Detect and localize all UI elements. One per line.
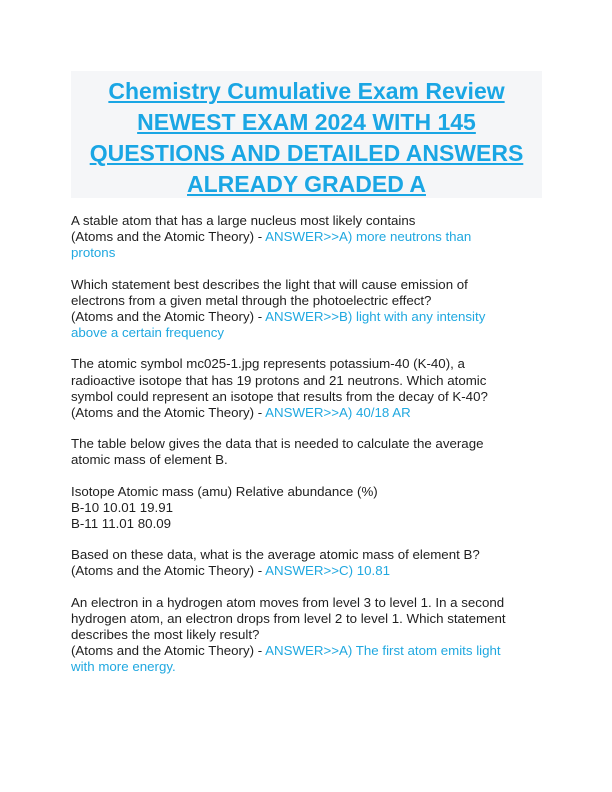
question-2-answer: ANSWER>>B) light with any intensity <box>265 309 486 325</box>
title-line-2: NEWEST EXAM 2024 WITH 145 <box>137 109 476 135</box>
question-5-text-1: An electron in a hydrogen atom moves from level 3 to level 1. In a second <box>71 594 505 610</box>
question-5-text-2: hydrogen atom, an electron drops from level 2 to level 1. Which statement <box>71 610 506 626</box>
isotope-table <box>71 484 541 533</box>
title-line-1: Chemistry Cumulative Exam Review <box>108 78 505 104</box>
document-body <box>71 213 541 691</box>
question-3-topic-line <box>71 405 541 421</box>
question-2 <box>71 277 541 342</box>
question-1-answer-cont: protons <box>71 245 116 261</box>
question-2-topic-line <box>71 309 541 325</box>
question-1-topic: (Atoms and the Atomic Theory) - <box>71 229 266 245</box>
question-1-text: A stable atom that has a large nucleus most likely contains <box>71 213 416 228</box>
question-2-topic: (Atoms and the Atomic Theory) - <box>71 309 266 325</box>
question-3 <box>71 356 541 421</box>
document-title <box>71 71 542 198</box>
question-3-topic: (Atoms and the Atomic Theory) - <box>71 405 266 421</box>
question-5-topic-line <box>71 643 541 659</box>
question-1-topic-line <box>71 229 541 245</box>
question-5-topic: (Atoms and the Atomic Theory) - <box>71 643 266 659</box>
isotope-table-row: B-11 11.01 80.09 <box>71 516 172 532</box>
question-1-answer: ANSWER>>A) more neutrons than <box>265 229 472 245</box>
question-4 <box>71 547 541 579</box>
question-3-answer: ANSWER>>A) 40/18 AR <box>265 405 411 421</box>
question-2-text-1: Which statement best describes the light that will cause emission of <box>71 276 468 292</box>
question-4-topic-line <box>71 563 541 579</box>
question-4-text-2: atomic mass of element B. <box>71 452 228 468</box>
isotope-table-header: Isotope Atomic mass (amu) Relative abundance (%) <box>71 483 378 499</box>
question-2-answer-cont: above a certain frequency <box>71 325 225 341</box>
question-3-text-3: symbol could represent an isotope that results from the decay of K-40? <box>71 388 488 404</box>
question-1 <box>71 213 541 262</box>
question-4-intro <box>71 436 541 468</box>
question-5-answer: ANSWER>>A) The first atom emits light <box>265 643 501 659</box>
isotope-table-row: B-10 10.01 19.91 <box>71 499 174 515</box>
question-4-topic: (Atoms and the Atomic Theory) - <box>71 563 266 579</box>
title-line-3: QUESTIONS AND DETAILED ANSWERS <box>89 140 524 166</box>
question-3-text-2: radioactive isotope that has 19 protons and 21 neutrons. Which atomic <box>71 372 487 388</box>
question-5-text-3: describes the most likely result? <box>71 627 260 643</box>
question-4-text-1: The table below gives the data that is needed to calculate the average <box>71 436 484 452</box>
question-5 <box>71 595 541 676</box>
question-2-text-2: electrons from a given metal through the photoelectric effect? <box>71 292 432 308</box>
title-line-4: ALREADY GRADED A <box>187 171 426 197</box>
question-4-answer: ANSWER>>C) 10.81 <box>265 563 391 579</box>
question-5-answer-cont: with more energy. <box>71 659 176 675</box>
question-4-text-3: Based on these data, what is the average atomic mass of element B? <box>71 547 480 563</box>
question-3-text-1: The atomic symbol mc025-1.jpg represents potassium-40 (K-40), a <box>71 356 465 372</box>
